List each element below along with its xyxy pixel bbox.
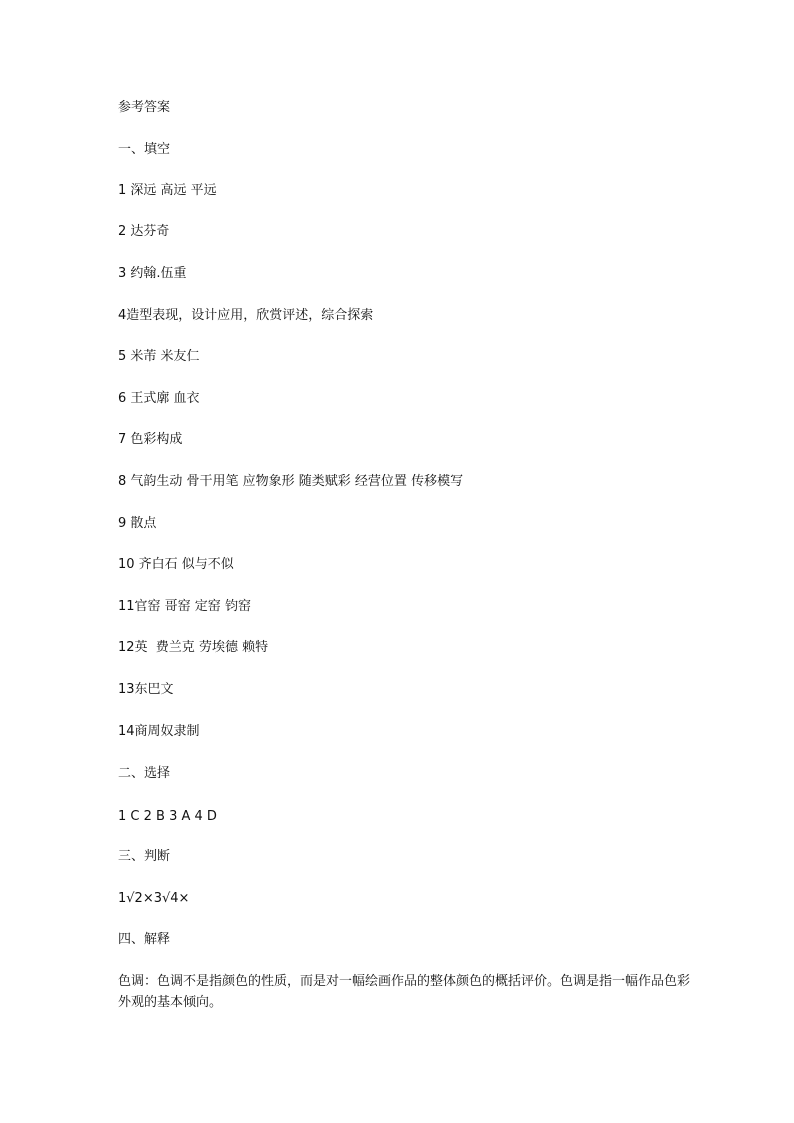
fill-answer-4: 4造型表现，设计应用，欣赏评述，综合探索 [118, 308, 374, 323]
section-heading-explain: 四、解释 [118, 932, 171, 947]
fill-answer-11: 11官窑 哥窑 定窑 钧窑 [118, 599, 251, 614]
judge-answers: 1√2×3√4× [118, 891, 190, 906]
fill-answer-2: 2 达芬奇 [118, 224, 170, 239]
fill-answer-1: 1 深远 高远 平远 [118, 183, 217, 198]
fill-answer-6: 6 王式廓 血衣 [118, 391, 200, 406]
fill-answer-13: 13东巴文 [118, 682, 174, 697]
section-heading-fill: 一、填空 [118, 142, 171, 157]
section-heading-choice: 二、选择 [118, 766, 171, 781]
fill-answer-12: 12英 费兰克 劳埃德 赖特 [118, 640, 269, 655]
fill-answer-5: 5 米芾 米友仁 [118, 349, 200, 364]
fill-answer-14: 14商周奴隶制 [118, 724, 200, 739]
section-heading-judge: 三、判断 [118, 849, 171, 864]
fill-answer-3: 3 约翰.伍重 [118, 266, 187, 281]
fill-answer-9: 9 散点 [118, 516, 157, 531]
fill-answer-7: 7 色彩构成 [118, 432, 183, 447]
document-title: 参考答案 [118, 100, 171, 115]
fill-answer-8: 8 气韵生动 骨干用笔 应物象形 随类赋彩 经营位置 传移模写 [118, 474, 464, 489]
explain-paragraph: 色调：色调不是指颜色的性质，而是对一幅绘画作品的整体颜色的概括评价。色调是指一幅作品色彩外观的基本倾向。 [118, 974, 691, 1010]
fill-answer-10: 10 齐白石 似与不似 [118, 557, 234, 572]
choice-answers: 1 C 2 B 3 A 4 D [118, 809, 217, 824]
